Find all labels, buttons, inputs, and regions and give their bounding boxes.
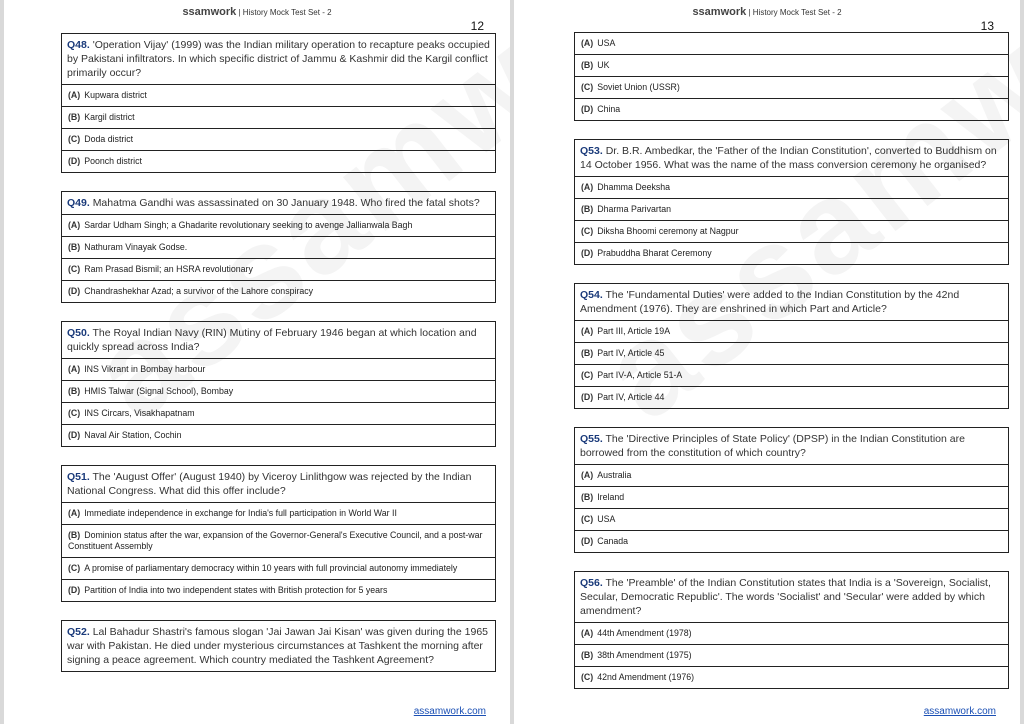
question-number: Q55. bbox=[580, 433, 603, 445]
question-gap bbox=[61, 303, 496, 321]
answer-option[interactable] bbox=[62, 403, 495, 425]
option-letter: (B) bbox=[68, 242, 81, 252]
question-block bbox=[61, 321, 496, 447]
option-text: Diksha Bhoomi ceremony at Nagpur bbox=[597, 226, 739, 236]
option-letter: (A) bbox=[68, 220, 81, 230]
option-text: Part IV, Article 45 bbox=[597, 348, 665, 358]
question-number: Q50. bbox=[67, 327, 90, 339]
option-text: Part IV, Article 44 bbox=[597, 392, 665, 402]
question-text bbox=[575, 572, 1008, 623]
option-letter: (A) bbox=[68, 364, 81, 374]
option-text: 44th Amendment (1978) bbox=[597, 628, 692, 638]
answer-option[interactable] bbox=[575, 667, 1008, 688]
answer-option[interactable] bbox=[62, 107, 495, 129]
option-letter: (D) bbox=[68, 286, 81, 296]
question-body: Mahatma Gandhi was assassinated on 30 January 1948. Who fired the fatal shots? bbox=[92, 197, 480, 209]
question-number: Q48. bbox=[67, 39, 90, 51]
question-text bbox=[62, 466, 495, 503]
option-letter: (B) bbox=[581, 650, 594, 660]
question-body: 'Operation Vijay' (1999) was the Indian military operation to recapture peaks occupied by Pakistani infiltrators. In which specific district of Jammu & Kashmir did the Kargil conflict primarily occur? bbox=[67, 39, 490, 79]
option-text: Prabuddha Bharat Ceremony bbox=[597, 248, 712, 258]
answer-option[interactable] bbox=[62, 237, 495, 259]
answer-option[interactable] bbox=[575, 55, 1008, 77]
option-text: INS Vikrant in Bombay harbour bbox=[84, 364, 206, 374]
option-text: Partition of India into two independent states with British protection for 5 years bbox=[84, 585, 388, 595]
option-text: Soviet Union (USSR) bbox=[597, 82, 680, 92]
option-text: Australia bbox=[597, 470, 632, 480]
question-column bbox=[61, 33, 496, 672]
option-letter: (D) bbox=[581, 248, 594, 258]
option-letter: (A) bbox=[581, 470, 594, 480]
question-block bbox=[574, 32, 1009, 121]
brand-name: ssamwork bbox=[182, 6, 237, 18]
option-letter: (D) bbox=[581, 536, 594, 546]
option-text: A promise of parliamentary democracy within 10 years with full provincial autonomy immediately bbox=[84, 563, 458, 573]
option-text: HMIS Talwar (Signal School), Bombay bbox=[84, 386, 234, 396]
answer-option[interactable] bbox=[575, 623, 1008, 645]
question-block bbox=[574, 283, 1009, 409]
question-gap bbox=[574, 121, 1009, 139]
question-column bbox=[574, 32, 1009, 689]
option-letter: (C) bbox=[581, 226, 594, 236]
question-gap bbox=[574, 409, 1009, 427]
answer-option[interactable] bbox=[62, 359, 495, 381]
option-letter: (C) bbox=[581, 82, 594, 92]
page-13 bbox=[514, 0, 1020, 724]
option-text: Ram Prasad Bismil; an HSRA revolutionary bbox=[84, 264, 253, 274]
option-text: USA bbox=[597, 38, 616, 48]
question-text bbox=[62, 322, 495, 359]
option-text: Naval Air Station, Cochin bbox=[84, 430, 182, 440]
question-block bbox=[61, 191, 496, 303]
option-letter: (D) bbox=[581, 104, 594, 114]
question-block bbox=[574, 139, 1009, 265]
option-letter: (A) bbox=[581, 182, 594, 192]
option-text: Sardar Udham Singh; a Ghadarite revolutionary seeking to avenge Jallianwala Bagh bbox=[84, 220, 413, 230]
option-text: Doda district bbox=[84, 134, 134, 144]
question-number: Q51. bbox=[67, 471, 90, 483]
answer-option[interactable] bbox=[575, 321, 1008, 343]
option-text: Part III, Article 19A bbox=[597, 326, 671, 336]
answer-option[interactable] bbox=[575, 199, 1008, 221]
header-title: | History Mock Test Set - 2 bbox=[746, 8, 842, 17]
option-letter: (C) bbox=[581, 672, 594, 682]
answer-option[interactable] bbox=[62, 129, 495, 151]
option-letter: (D) bbox=[68, 430, 81, 440]
question-block bbox=[61, 33, 496, 173]
option-letter: (D) bbox=[581, 392, 594, 402]
answer-option[interactable] bbox=[62, 425, 495, 446]
question-gap bbox=[61, 173, 496, 191]
question-text bbox=[575, 428, 1008, 465]
option-text: Immediate independence in exchange for India's full participation in World War II bbox=[84, 508, 397, 518]
header-title: | History Mock Test Set - 2 bbox=[236, 8, 332, 17]
option-letter: (A) bbox=[581, 38, 594, 48]
option-letter: (C) bbox=[581, 514, 594, 524]
answer-option[interactable] bbox=[62, 151, 495, 172]
option-text: Dhamma Deeksha bbox=[597, 182, 671, 192]
page-number: 12 bbox=[470, 19, 484, 33]
question-text bbox=[575, 140, 1008, 177]
answer-option[interactable] bbox=[575, 487, 1008, 509]
option-text: China bbox=[597, 104, 621, 114]
question-body: The 'Directive Principles of State Policy' (DPSP) in the Indian Constitution are borrowed from the constitution of which country? bbox=[580, 433, 965, 459]
question-block bbox=[574, 427, 1009, 553]
option-text: INS Circars, Visakhapatnam bbox=[84, 408, 195, 418]
footer-link[interactable]: assamwork.com bbox=[413, 706, 486, 717]
option-letter: (D) bbox=[68, 156, 81, 166]
answer-option[interactable] bbox=[575, 531, 1008, 552]
answer-option[interactable] bbox=[575, 99, 1008, 120]
option-letter: (C) bbox=[68, 563, 81, 573]
option-letter: (A) bbox=[581, 628, 594, 638]
page-12 bbox=[4, 0, 510, 724]
question-text bbox=[62, 192, 495, 215]
option-letter: (C) bbox=[68, 408, 81, 418]
option-text: Kargil district bbox=[84, 112, 135, 122]
question-body: Lal Bahadur Shastri's famous slogan 'Jai Jawan Jai Kisan' was given during the 1965 war with Pakistan. He died under mysterious circumstances at Tashkent the morning after signing a peace agreement. Which country mediated the Tashkent Agreement? bbox=[67, 626, 489, 666]
question-block bbox=[574, 571, 1009, 689]
answer-option[interactable] bbox=[62, 281, 495, 302]
question-number: Q56. bbox=[580, 577, 603, 589]
answer-option[interactable] bbox=[62, 580, 495, 601]
answer-option[interactable] bbox=[575, 177, 1008, 199]
answer-option[interactable] bbox=[575, 343, 1008, 365]
question-text bbox=[575, 284, 1008, 321]
option-text: Dharma Parivartan bbox=[597, 204, 672, 214]
option-text: Ireland bbox=[597, 492, 625, 502]
answer-option[interactable] bbox=[62, 558, 495, 580]
answer-option[interactable] bbox=[62, 85, 495, 107]
question-number: Q49. bbox=[67, 197, 90, 209]
option-text: UK bbox=[597, 60, 610, 70]
brand-name: ssamwork bbox=[692, 6, 747, 18]
option-text: Kupwara district bbox=[84, 90, 147, 100]
option-letter: (C) bbox=[68, 134, 81, 144]
question-gap bbox=[61, 602, 496, 620]
option-text: Dominion status after the war, expansion of the Governor-General's Executive Council, and a post-war Constituent Assembly bbox=[68, 530, 483, 551]
question-gap bbox=[574, 553, 1009, 571]
answer-option[interactable] bbox=[575, 509, 1008, 531]
answer-option[interactable] bbox=[575, 387, 1008, 408]
option-text: Canada bbox=[597, 536, 629, 546]
answer-option[interactable] bbox=[575, 33, 1008, 55]
question-gap bbox=[574, 265, 1009, 283]
option-letter: (B) bbox=[581, 492, 594, 502]
question-text bbox=[62, 34, 495, 85]
option-letter: (B) bbox=[68, 530, 81, 540]
page-header bbox=[514, 6, 1020, 18]
option-letter: (B) bbox=[581, 348, 594, 358]
answer-option[interactable] bbox=[575, 243, 1008, 264]
answer-option[interactable] bbox=[575, 221, 1008, 243]
answer-option[interactable] bbox=[575, 77, 1008, 99]
question-block bbox=[61, 620, 496, 672]
question-number: Q53. bbox=[580, 145, 603, 157]
answer-option[interactable] bbox=[575, 645, 1008, 667]
option-text: USA bbox=[597, 514, 616, 524]
question-number: Q52. bbox=[67, 626, 90, 638]
page-number: 13 bbox=[980, 19, 994, 33]
answer-option[interactable] bbox=[62, 215, 495, 237]
question-body: The 'Fundamental Duties' were added to the Indian Constitution by the 42nd Amendment (1976). They are enshrined in which Part and Article? bbox=[580, 289, 960, 315]
option-text: Chandrashekhar Azad; a survivor of the Lahore conspiracy bbox=[84, 286, 314, 296]
option-letter: (C) bbox=[68, 264, 81, 274]
question-gap bbox=[61, 447, 496, 465]
question-text bbox=[62, 621, 495, 671]
answer-option[interactable] bbox=[62, 503, 495, 525]
question-body: The 'August Offer' (August 1940) by Viceroy Linlithgow was rejected by the Indian National Congress. What did this offer include? bbox=[67, 471, 472, 497]
question-block bbox=[61, 465, 496, 602]
answer-option[interactable] bbox=[575, 365, 1008, 387]
option-letter: (B) bbox=[68, 112, 81, 122]
option-text: Nathuram Vinayak Godse. bbox=[84, 242, 188, 252]
question-number: Q54. bbox=[580, 289, 603, 301]
option-letter: (B) bbox=[68, 386, 81, 396]
answer-option[interactable] bbox=[62, 381, 495, 403]
answer-option[interactable] bbox=[62, 259, 495, 281]
option-letter: (A) bbox=[581, 326, 594, 336]
option-letter: (A) bbox=[68, 508, 81, 518]
option-text: Poonch district bbox=[84, 156, 142, 166]
page-header bbox=[4, 6, 510, 18]
option-text: Part IV-A, Article 51-A bbox=[597, 370, 683, 380]
option-letter: (C) bbox=[581, 370, 594, 380]
question-body: The 'Preamble' of the Indian Constitution states that India is a 'Sovereign, Socialist, Secular, Democratic Republic'. The words 'Socialist' and 'Secular' were added by which amendment? bbox=[580, 577, 991, 617]
question-body: The Royal Indian Navy (RIN) Mutiny of February 1946 began at which location and quickly spread across India? bbox=[67, 327, 477, 353]
option-text: 42nd Amendment (1976) bbox=[597, 672, 695, 682]
option-letter: (B) bbox=[581, 204, 594, 214]
footer-link[interactable]: assamwork.com bbox=[923, 706, 996, 717]
option-letter: (B) bbox=[581, 60, 594, 70]
question-body: Dr. B.R. Ambedkar, the 'Father of the Indian Constitution', converted to Buddhism on 14 October 1956. What was the name of the mass conversion ceremony he organised? bbox=[580, 145, 997, 171]
answer-option[interactable] bbox=[62, 525, 495, 558]
option-letter: (A) bbox=[68, 90, 81, 100]
answer-option[interactable] bbox=[575, 465, 1008, 487]
option-text: 38th Amendment (1975) bbox=[597, 650, 692, 660]
option-letter: (D) bbox=[68, 585, 81, 595]
